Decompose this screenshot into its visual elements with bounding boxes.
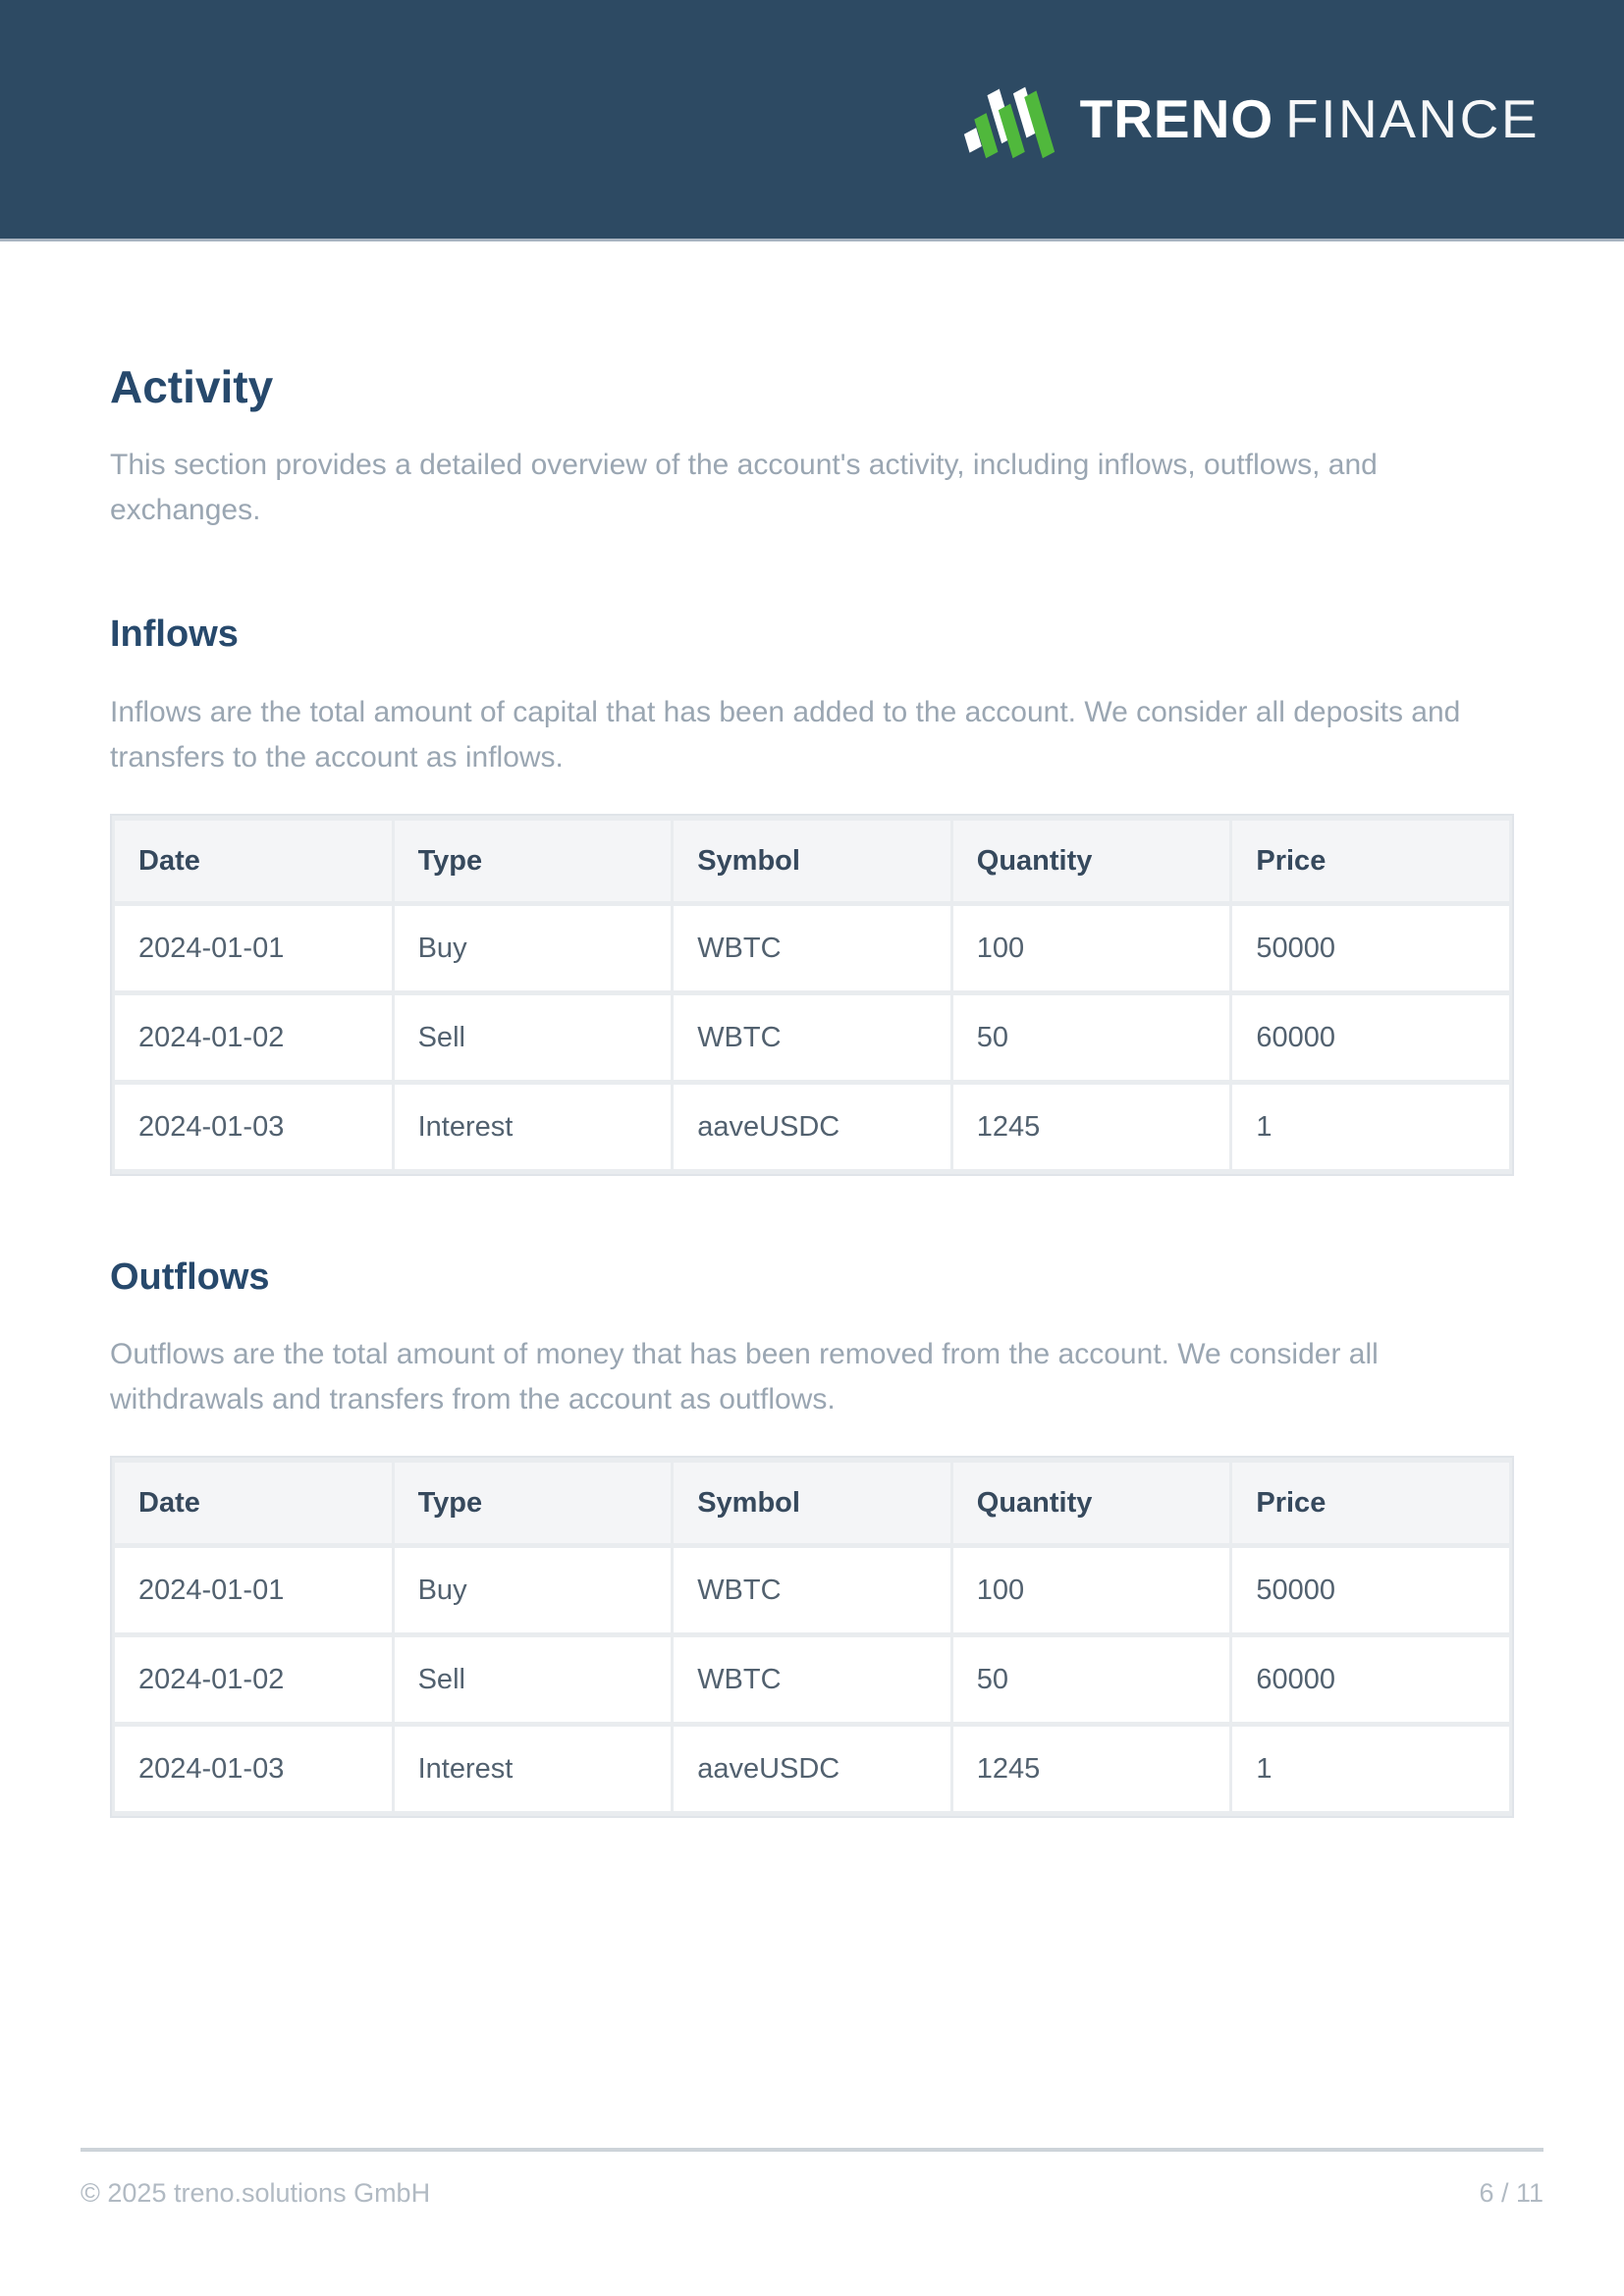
intro-paragraph: This section provides a detailed overview of the account's activity, including inflows, outflows, and exchanges. xyxy=(110,448,1378,526)
column-header: Type xyxy=(395,1463,672,1543)
inflows-data-table xyxy=(112,816,1512,1174)
table-cell: 50 xyxy=(953,1637,1230,1722)
table-row xyxy=(115,995,1509,1080)
brand-logo xyxy=(962,62,1540,178)
copyright-text: © 2025 treno.solutions GmbH xyxy=(81,2178,431,2208)
brand-name-light: FINANCE xyxy=(1285,88,1540,149)
page-content xyxy=(0,361,1624,1818)
column-header: Type xyxy=(395,821,672,901)
table-cell: 1 xyxy=(1232,1085,1509,1169)
page-footer xyxy=(81,2148,1543,2296)
table-cell: 50000 xyxy=(1232,1548,1509,1632)
inflows-table xyxy=(110,814,1514,1176)
table-cell: 50 xyxy=(953,995,1230,1080)
column-header: Date xyxy=(115,1463,392,1543)
table-cell: 1 xyxy=(1232,1727,1509,1811)
table-cell: Interest xyxy=(395,1085,672,1169)
brand-wordmark xyxy=(1079,88,1540,149)
table-cell: 1245 xyxy=(953,1085,1230,1169)
table-cell: 60000 xyxy=(1232,1637,1509,1722)
table-cell: 2024-01-02 xyxy=(115,995,392,1080)
outflows-heading: Outflows xyxy=(110,1255,270,1298)
column-header: Price xyxy=(1232,1463,1509,1543)
table-cell: 2024-01-01 xyxy=(115,906,392,990)
outflows-data-table xyxy=(112,1458,1512,1816)
column-header: Quantity xyxy=(953,1463,1230,1543)
column-header: Quantity xyxy=(953,821,1230,901)
column-header: Price xyxy=(1232,821,1509,901)
table-cell: 2024-01-02 xyxy=(115,1637,392,1722)
column-header: Date xyxy=(115,821,392,901)
section-inflows xyxy=(110,614,1514,1176)
column-header: Symbol xyxy=(674,821,950,901)
table-cell: WBTC xyxy=(674,906,950,990)
table-cell: 1245 xyxy=(953,1727,1230,1811)
outflows-table xyxy=(110,1456,1514,1818)
table-row xyxy=(115,1548,1509,1632)
table-row xyxy=(115,1637,1509,1722)
table-cell: aaveUSDC xyxy=(674,1727,950,1811)
table-row xyxy=(115,906,1509,990)
table-cell: 2024-01-03 xyxy=(115,1727,392,1811)
table-cell: 2024-01-03 xyxy=(115,1085,392,1169)
triple-slash-growth-icon xyxy=(962,83,1060,178)
inflows-description: Inflows are the total amount of capital that has been added to the account. We consider all deposits and transfers to the account as inflows. xyxy=(110,695,1461,774)
page-title: Activity xyxy=(110,361,274,412)
table-cell: 2024-01-01 xyxy=(115,1548,392,1632)
header-band xyxy=(0,0,1624,241)
table-cell: aaveUSDC xyxy=(674,1085,950,1169)
table-cell: 50000 xyxy=(1232,906,1509,990)
table-cell: 60000 xyxy=(1232,995,1509,1080)
table-cell: Sell xyxy=(395,1637,672,1722)
page-number: 6 / 11 xyxy=(1479,2178,1543,2208)
table-cell: Buy xyxy=(395,906,672,990)
section-outflows xyxy=(110,1256,1514,1819)
table-cell: Buy xyxy=(395,1548,672,1632)
outflows-description: Outflows are the total amount of money that has been removed from the account. We consider all withdrawals and transfers from the account as outflows. xyxy=(110,1338,1379,1416)
inflows-heading: Inflows xyxy=(110,613,239,655)
table-cell: WBTC xyxy=(674,1548,950,1632)
column-header: Symbol xyxy=(674,1463,950,1543)
table-cell: 100 xyxy=(953,1548,1230,1632)
table-header-row xyxy=(115,1463,1509,1543)
table-cell: WBTC xyxy=(674,1637,950,1722)
table-cell: Interest xyxy=(395,1727,672,1811)
brand-name-bold: TRENO xyxy=(1079,88,1274,149)
table-row xyxy=(115,1727,1509,1811)
table-cell: 100 xyxy=(953,906,1230,990)
table-header-row xyxy=(115,821,1509,901)
table-cell: WBTC xyxy=(674,995,950,1080)
table-row xyxy=(115,1085,1509,1169)
table-cell: Sell xyxy=(395,995,672,1080)
